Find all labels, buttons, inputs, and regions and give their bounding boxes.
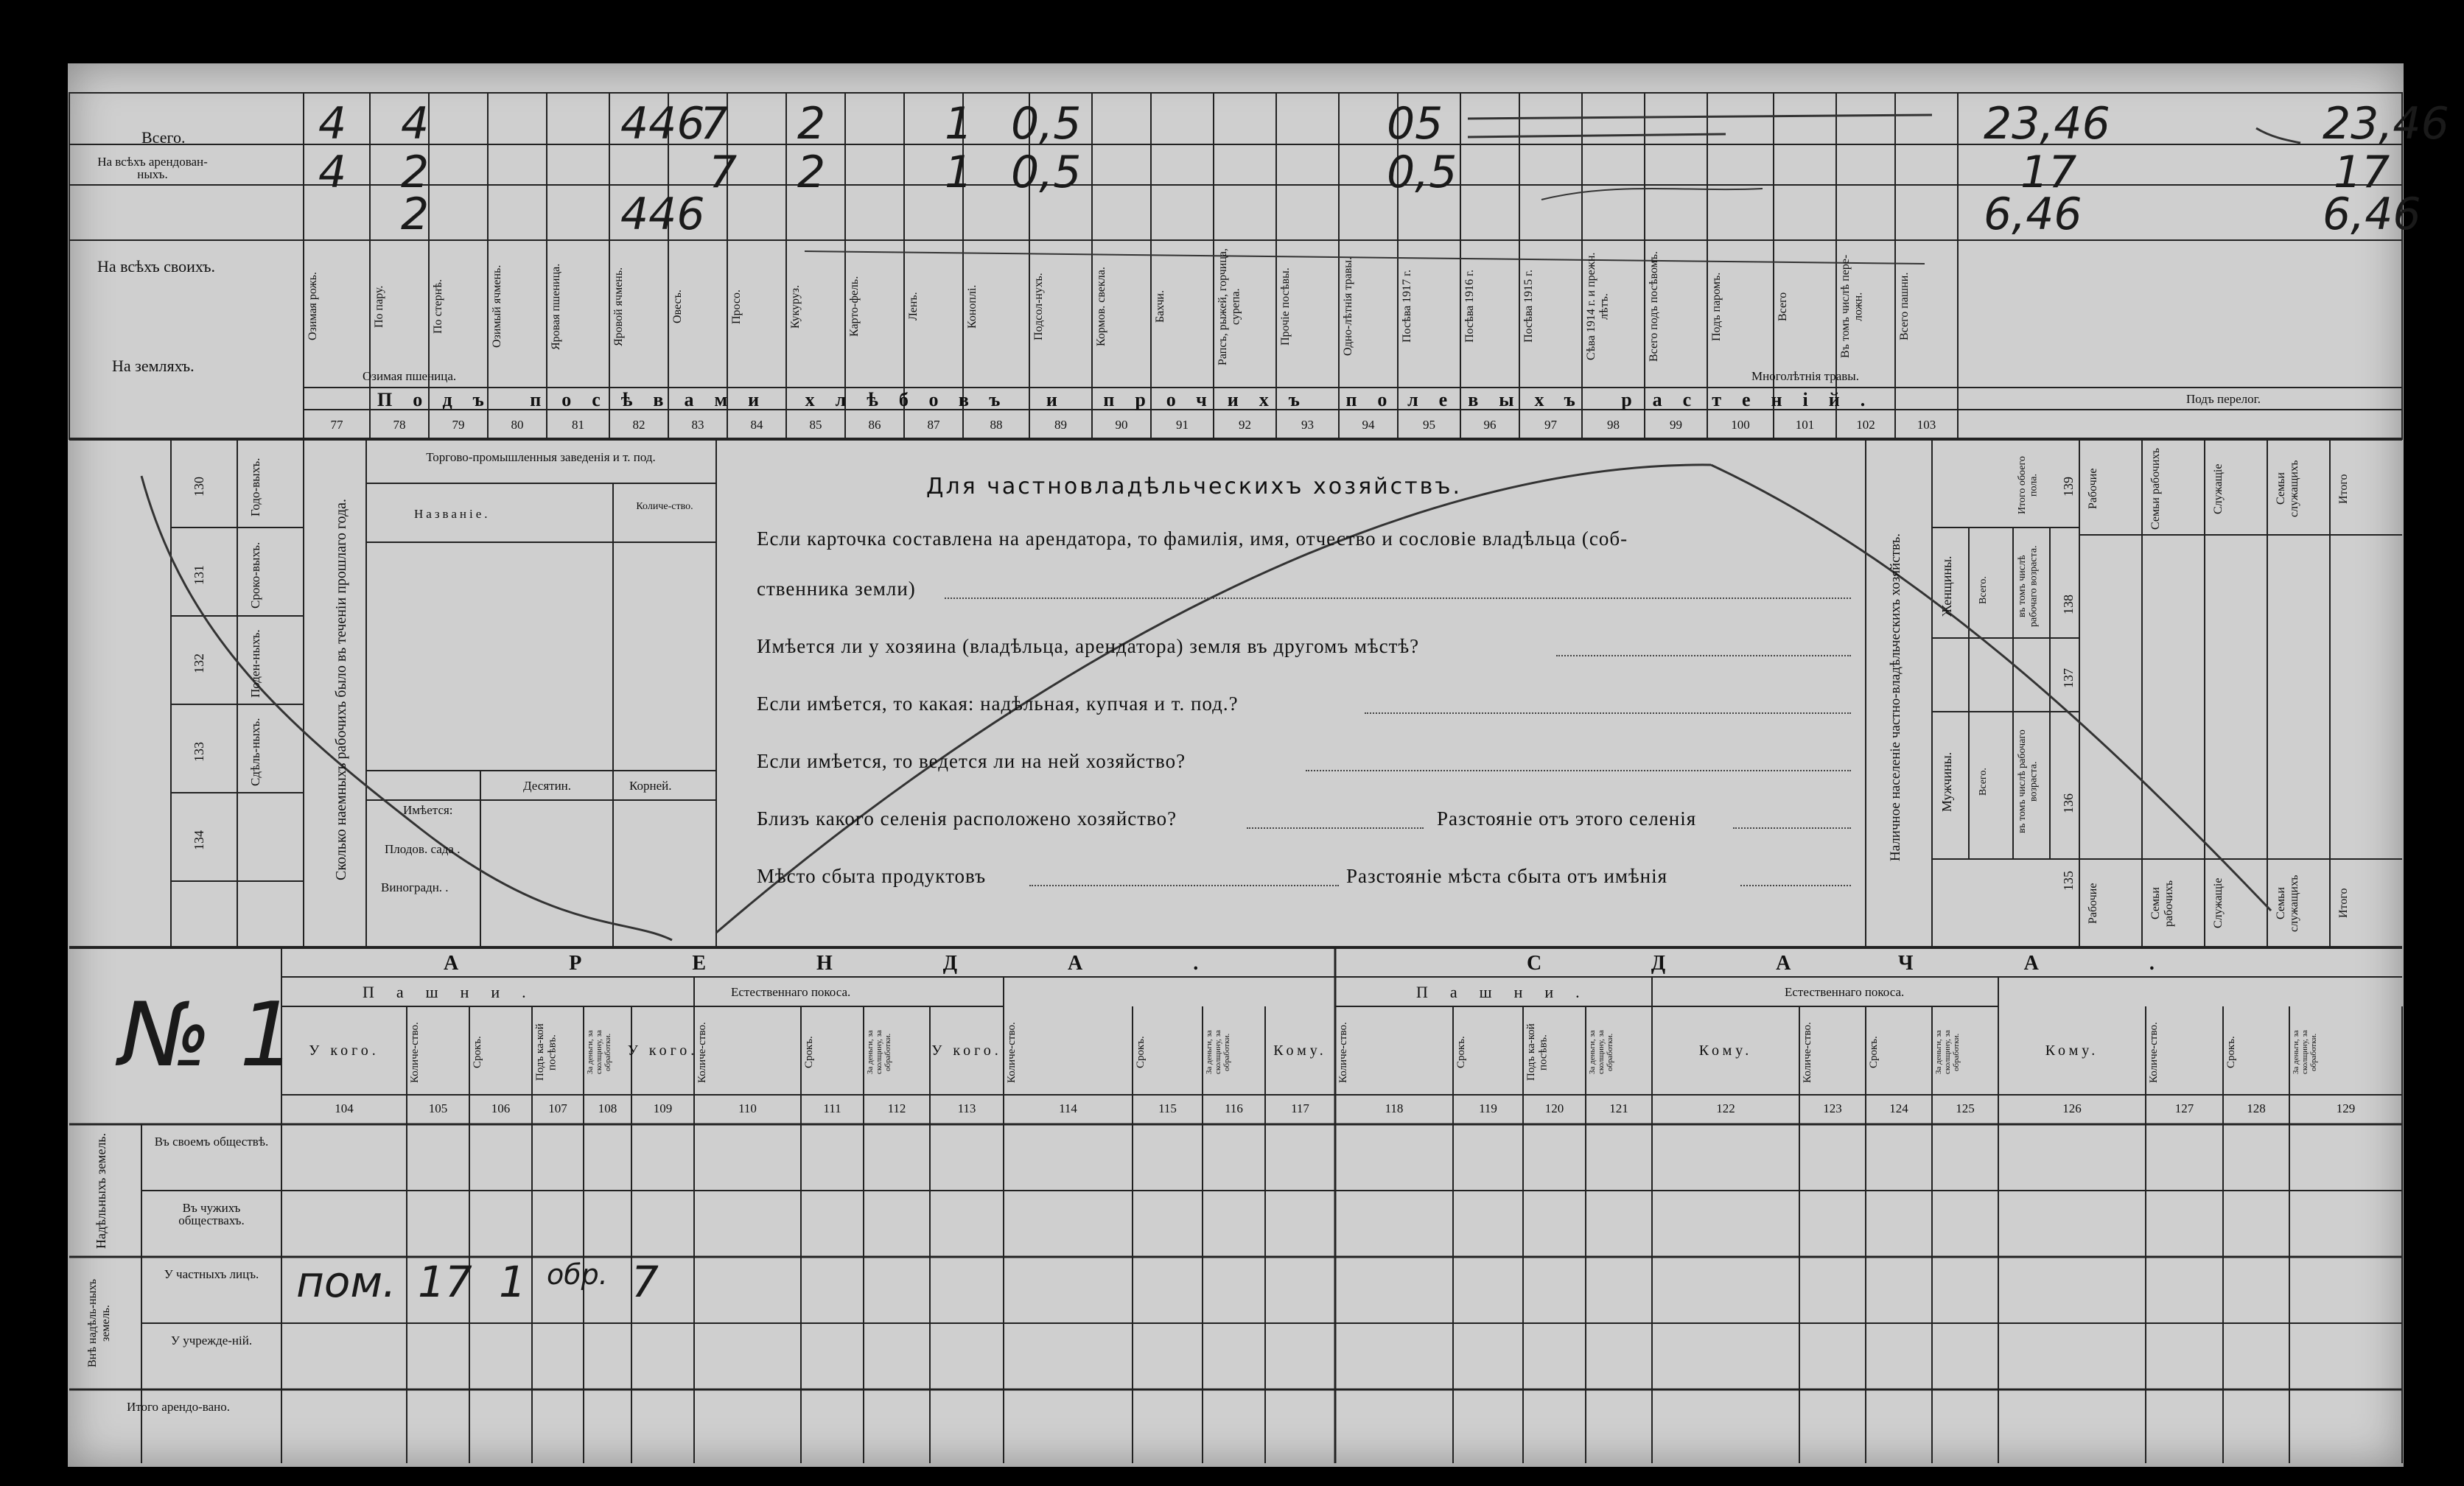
top-col-label: Посѣва 1917 г. (1401, 270, 1413, 343)
hw-bottom-value: пом. (296, 1257, 396, 1307)
top-col-label: Одно-лѣтнія травы. (1342, 257, 1354, 356)
bottom-col-num: 114 (1059, 1101, 1077, 1115)
bottom-col-num: 123 (1823, 1101, 1842, 1115)
bottom-col-head: Срокъ. (1135, 1036, 1147, 1069)
question-5b: Разстояніе отъ этого селенія (1437, 807, 1697, 830)
right-head-bottom: Итого (2337, 888, 2350, 919)
ozimaya-pshenitsa-label: Озимая пшеница. (363, 369, 457, 383)
question-3: Если имѣется, то какая: надѣльная, купчая и т. под.? (757, 693, 1239, 715)
top-col-num: 82 (632, 418, 645, 432)
worker-type: Сроко-выхъ. (248, 542, 262, 609)
top-col-num: 92 (1239, 418, 1251, 432)
hw-value: 7 (700, 98, 729, 150)
census-card (68, 63, 2449, 1467)
row-label-vsego: Всего. (141, 128, 186, 147)
men-vsego: Всего. (1978, 768, 1989, 796)
arenda-pokos: Естественнаго покоса. (731, 985, 851, 999)
top-col-num: 94 (1362, 418, 1375, 432)
hw-value: 1 (945, 98, 973, 150)
row-chastnyh: У частныхъ лицъ. (164, 1267, 259, 1281)
right-head-top: Служащіе (2212, 463, 2225, 514)
hw-value: 2 (797, 98, 826, 150)
top-col-label: По пару. (373, 285, 385, 328)
top-col-num: 100 (1731, 418, 1750, 432)
top-col-num: 87 (927, 418, 940, 432)
sdacha-title: СДАЧА. (1527, 952, 2265, 975)
sdacha-pashni: Пашни. (1416, 983, 1602, 1001)
worker-type: Поден-ныхъ. (248, 629, 262, 698)
korney-head: Корней. (629, 779, 672, 793)
hw-value: 0,5 (1011, 147, 1082, 198)
bottom-col-num: 112 (887, 1101, 906, 1115)
bottom-col-num: 122 (1716, 1101, 1735, 1115)
hw-value: 446 (620, 189, 705, 240)
question-1a: Если карточка составлена на арендатора, то фамилія, имя, отчество и сословіе владѣльца (соб- (757, 528, 1628, 550)
bottom-col-num: 105 (428, 1101, 448, 1115)
top-col-label: Озимый ячмень. (491, 264, 503, 348)
men-label: Мужчины. (1939, 751, 1954, 812)
right-head-bottom: Семьи рабочихъ (2149, 880, 2175, 927)
bottom-col-head: За деньги, за сколщину, за обработки. (866, 1030, 893, 1075)
arenda-title: АРЕНДА. (444, 952, 1309, 975)
arenda-pashni: Пашни. (363, 983, 548, 1001)
pop-num: 138 (2061, 595, 2076, 615)
top-col-label: Кукуруз. (789, 284, 802, 329)
hw-value: 17 (2334, 147, 2390, 198)
trade-qty-head: Количе-ство. (636, 501, 693, 512)
hw-bottom-value: 1 (499, 1257, 526, 1307)
top-col-num: 78 (393, 418, 406, 432)
bottom-col-head: Количе-ство. (1006, 1022, 1018, 1083)
top-col-num: 98 (1607, 418, 1620, 432)
bottom-col-head: Количе-ство. (696, 1022, 708, 1083)
question-5a: Близъ какого селенія расположено хозяйство? (757, 807, 1177, 830)
bottom-col-num: 113 (957, 1101, 976, 1115)
worker-num: 130 (192, 477, 206, 497)
right-head-bottom: Служащіе (2212, 877, 2225, 929)
bottom-col-num: 126 (2062, 1101, 2082, 1115)
card-number: № 1 (119, 984, 296, 1087)
top-col-num: 102 (1856, 418, 1875, 432)
hw-bottom-value: 7 (631, 1257, 659, 1307)
top-col-label: Карто-фель. (848, 276, 861, 337)
bottom-col-num: 108 (598, 1101, 617, 1115)
top-col-label: Прочіе посѣвы. (1279, 267, 1292, 346)
bottom-col-head: Кому. (1273, 1042, 1327, 1059)
top-col-label: Всего пашни. (1898, 272, 1911, 341)
top-col-num: 99 (1670, 418, 1682, 432)
bottom-col-head: Кому. (2045, 1042, 2099, 1059)
women-working-age: въ томъ числѣ рабочаго возраста. (2017, 545, 2040, 628)
hw-value: 23,46 (1984, 98, 2110, 150)
top-col-label: Ленъ. (907, 292, 920, 321)
hw-value: 4 (318, 147, 347, 198)
top-col-label: Просо. (730, 289, 743, 324)
hw-value: 446 (620, 98, 705, 150)
hw-value: 1 (945, 147, 973, 198)
question-6a: Мѣсто сбыта продуктовъ (757, 865, 987, 887)
bottom-col-num: 119 (1479, 1101, 1497, 1115)
question-2: Имѣется ли у хозяина (владѣльца, арендатора) земля въ другомъ мѣстѣ? (757, 635, 1420, 657)
worker-num: 133 (192, 742, 206, 763)
top-col-num: 83 (691, 418, 704, 432)
itogo-oboego: Итого обоего пола. (2017, 456, 2040, 514)
men-working-age: въ томъ числѣ рабочаго возраста. (2017, 729, 2040, 834)
bottom-col-num: 110 (738, 1101, 757, 1115)
bottom-col-head: Подъ ка-кой посѣвъ. (1525, 1023, 1550, 1082)
women-vsego: Всего. (1978, 576, 1989, 604)
population-title: Наличное населеніе частно-владѣльческихъ хозяйствъ. (1888, 533, 1903, 861)
hw-value: 05 (1387, 98, 1443, 150)
row-label-na-zemlyah: На земляхъ. (112, 357, 195, 375)
top-col-label: Въ томъ числѣ пере-ложн. (1839, 254, 1865, 359)
question-6b: Разстояніе мѣста сбыта отъ имѣнія (1346, 865, 1668, 887)
hw-value: 23,46 (2323, 98, 2449, 150)
row-uchrezhdeniy: У учрежде-ній. (170, 1333, 253, 1347)
hw-value: 6,46 (1984, 189, 2082, 240)
row-label-svoih: На всѣхъ своихъ. (97, 257, 215, 276)
bottom-col-head: За деньги, за сколщину, за обработки. (2292, 1030, 2319, 1075)
top-col-num: 89 (1054, 418, 1067, 432)
hw-value: 2 (401, 147, 430, 198)
hw-value: 0,5 (1011, 98, 1082, 150)
worker-num: 132 (192, 653, 206, 674)
mnogoletnie-label: Многолѣтнія травы. (1751, 369, 1859, 383)
top-col-num: 97 (1544, 418, 1557, 432)
question-4: Если имѣется, то ведется ли на ней хозяйство? (757, 750, 1186, 772)
worker-type: Годо-выхъ. (248, 458, 262, 516)
bottom-col-head: Количе-ство. (2148, 1022, 2160, 1083)
right-head-top: Семьи рабочихъ (2149, 447, 2162, 530)
has-label: Имѣется: (403, 803, 453, 817)
bottom-col-head: За деньги, за сколщину, за обработки. (586, 1030, 613, 1075)
bottom-col-head: Кому. (1698, 1042, 1753, 1059)
pop-num: 136 (2061, 793, 2076, 814)
band-title: Подъ посѣвами хлѣбовъ и прочихъ полевыхъ растеній. (377, 389, 1886, 410)
bottom-col-num: 121 (1609, 1101, 1628, 1115)
bottom-col-num: 127 (2174, 1101, 2194, 1115)
top-col-label: Кормов. свекла. (1095, 267, 1107, 346)
top-col-num: 86 (868, 418, 881, 432)
bottom-col-num: 117 (1291, 1101, 1309, 1115)
top-col-label: По стернѣ. (432, 279, 444, 334)
bottom-col-head: У кого. (309, 1042, 379, 1059)
hired-workers-title: Сколько наемныхъ рабочихъ было въ теченіи прошлаго года. (333, 498, 349, 881)
bottom-col-head: У кого. (931, 1042, 1002, 1059)
row-chuzhih: Въ чужихъ обществахъ. (178, 1201, 245, 1227)
bottom-col-head: Количе-ство. (1802, 1022, 1813, 1083)
top-col-num: 90 (1115, 418, 1128, 432)
bottom-col-num: 111 (823, 1101, 841, 1115)
pop-num: 137 (2061, 668, 2076, 689)
top-col-num: 96 (1483, 418, 1497, 432)
top-col-num: 88 (990, 418, 1003, 432)
right-head-top: Семьи служащихъ (2275, 460, 2300, 518)
top-col-num: 101 (1795, 418, 1815, 432)
row-label-arendovannyh: На всѣхъ арендован-ныхъ. (97, 155, 208, 181)
bottom-col-head: Подъ ка-кой посѣвъ. (534, 1023, 559, 1082)
top-col-label: Посѣва 1915 г. (1522, 270, 1535, 343)
top-col-num: 93 (1301, 418, 1314, 432)
pop-num: 135 (2061, 871, 2076, 891)
hw-value: 17 (2020, 147, 2077, 198)
top-col-label: Посѣва 1916 г. (1463, 270, 1476, 343)
group-nadelnyh: Надѣльныхъ земель. (94, 1132, 108, 1249)
hw-value: 2 (401, 189, 430, 240)
vinograd-label: Виноградн. . (381, 880, 449, 894)
top-col-label: Озимая рожь. (307, 272, 319, 341)
bottom-col-head: Срокъ. (803, 1036, 815, 1069)
row-svoem: Въ своемъ обществѣ. (154, 1135, 269, 1149)
bottom-col-num: 129 (2336, 1101, 2356, 1115)
women-label: Женщины. (1939, 556, 1954, 617)
hw-value: 0,5 (1387, 147, 1457, 198)
bottom-col-head: Срокъ. (2225, 1036, 2237, 1069)
plodov-label: Плодов. сада . (385, 842, 461, 856)
private-title: Для частновладѣльческихъ хозяйствъ. (926, 474, 1463, 500)
bottom-col-num: 124 (1889, 1101, 1908, 1115)
bottom-col-head: За деньги, за сколщину, за обработки. (1588, 1030, 1615, 1075)
top-col-num: 85 (809, 418, 822, 432)
group-vne-nadelnyh: Внѣ надѣль-ныхъ земель. (86, 1279, 112, 1367)
bottom-col-num: 128 (2247, 1101, 2266, 1115)
top-col-label: Коноплі. (966, 284, 979, 329)
pod-perelog-label: Подъ перелог. (2186, 392, 2261, 406)
question-1b: ственника земли) (757, 578, 916, 600)
trade-title: Торгово-промышленныя заведенія и т. под. (426, 450, 656, 464)
bottom-col-num: 115 (1158, 1101, 1177, 1115)
top-col-num: 80 (511, 418, 524, 432)
bottom-col-head: У кого. (627, 1042, 699, 1059)
top-col-num: 81 (572, 418, 584, 432)
top-col-num: 79 (452, 418, 465, 432)
hw-bottom-value: 17 (418, 1257, 472, 1307)
top-col-label: Овесъ. (671, 290, 684, 323)
top-col-label: Подсол-нухъ. (1032, 273, 1045, 340)
worker-num: 131 (192, 565, 206, 586)
top-col-label: Бахчи. (1154, 290, 1166, 323)
bottom-col-head: Срокъ. (1868, 1036, 1880, 1069)
bottom-col-num: 116 (1225, 1101, 1243, 1115)
bottom-col-num: 106 (491, 1101, 511, 1115)
right-head-top: Итого (2337, 474, 2350, 504)
trade-name-head: Названіе. (414, 507, 491, 521)
bottom-col-num: 118 (1385, 1101, 1404, 1115)
top-col-label: Рапсъ, рыжей, горчица, сурепа. (1217, 248, 1242, 365)
hw-value: 2 (797, 147, 826, 198)
bottom-col-head: Срокъ. (472, 1036, 483, 1069)
pop-num: 139 (2061, 477, 2076, 497)
right-head-top: Рабочие (2087, 468, 2099, 510)
right-head-bottom: Рабочие (2087, 883, 2099, 924)
top-col-num: 103 (1917, 418, 1936, 432)
worker-num: 134 (192, 830, 206, 851)
hw-value: 4 (401, 98, 430, 150)
hw-value: 4 (318, 98, 347, 150)
top-col-label: Яровая пшеница. (550, 263, 562, 350)
bottom-col-head: За деньги, за сколщину, за обработки. (1205, 1030, 1232, 1075)
hw-bottom-value: обр. (547, 1258, 608, 1291)
bottom-col-num: 104 (335, 1101, 354, 1115)
bottom-col-head: За деньги, за сколщину, за обработки. (1934, 1030, 1961, 1075)
top-col-label: Всего (1777, 292, 1789, 321)
hw-value: 6,46 (2323, 189, 2421, 240)
top-col-num: 95 (1423, 418, 1435, 432)
desyatin-head: Десятин. (523, 779, 572, 793)
top-col-label: Подъ паромъ. (1710, 272, 1723, 341)
top-col-label: Сѣва 1914 г. и прежн. лѣтъ. (1585, 252, 1611, 361)
top-col-num: 84 (750, 418, 763, 432)
bottom-col-num: 120 (1544, 1101, 1564, 1115)
bottom-col-head: Количе-ство. (1337, 1022, 1349, 1083)
top-col-num: 91 (1176, 418, 1189, 432)
bottom-col-num: 107 (548, 1101, 567, 1115)
right-head-bottom: Семьи служащихъ (2275, 875, 2300, 932)
row-itogo: Итого арендо-вано. (127, 1400, 230, 1414)
hw-value: 7 (709, 147, 738, 198)
sdacha-pokos: Естественнаго покоса. (1785, 985, 1905, 999)
bottom-col-head: Срокъ. (1455, 1036, 1467, 1069)
top-col-label: Всего подъ посѣвомъ. (1648, 250, 1660, 362)
worker-type: Сдѣль-ныхъ. (248, 718, 262, 787)
bottom-col-head: Количе-ство. (409, 1022, 421, 1083)
bottom-col-num: 125 (1956, 1101, 1975, 1115)
bottom-col-num: 109 (653, 1101, 673, 1115)
top-col-label: Яровой ячмень. (612, 267, 625, 346)
top-col-num: 77 (330, 418, 343, 432)
